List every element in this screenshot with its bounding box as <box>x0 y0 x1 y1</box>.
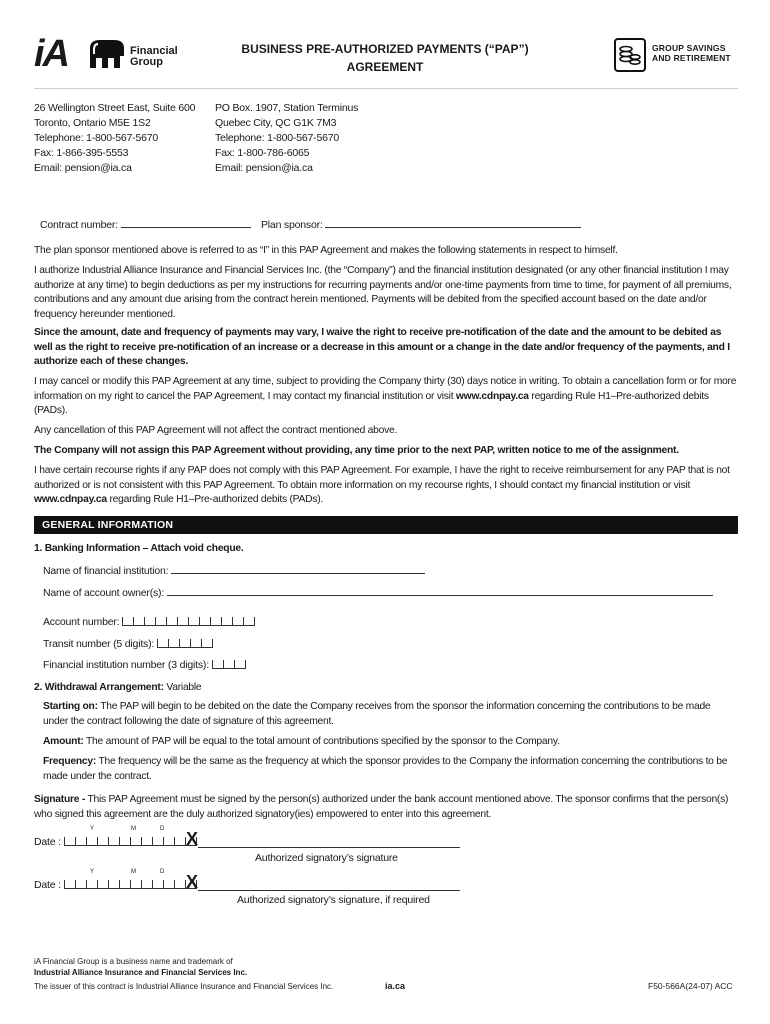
day-label: D <box>160 869 165 875</box>
institution-number-field[interactable] <box>212 660 246 671</box>
waiver-paragraph: Since the amount, date and frequency of payments may vary, I waive the right to receive pre-notification of the date and the amount to be debited as well as the right to receive pre-notification of an increase or a decrease in this amount or a change in the date and/or frequency of the payments, and I authorize each of these changes. <box>34 327 730 367</box>
month-label: M <box>131 869 136 875</box>
day-label: D <box>160 826 165 832</box>
plan-sponsor-row <box>261 217 581 231</box>
date-row-2 <box>34 879 197 891</box>
date-row-1 <box>34 836 197 848</box>
transit-number-field[interactable] <box>157 639 213 650</box>
form-code: F50-566A(24-07) ACC <box>648 981 733 991</box>
ia-logo <box>34 34 184 76</box>
assignment-paragraph: The Company will not assign this PAP Agreement without providing, any time prior to the next PAP, written notice to me of the assignment. <box>34 445 679 456</box>
signature-caption-1: Authorized signatory’s signature <box>255 852 398 864</box>
logo-text: iA <box>34 33 68 75</box>
cdnpay-link[interactable]: www.cdnpay.ca <box>455 390 529 402</box>
cdnpay-link-2[interactable]: www.cdnpay.ca <box>34 494 107 505</box>
footer-website[interactable]: ia.ca <box>385 981 406 991</box>
frequency-paragraph: Frequency: The frequency will be the same as the frequency at which the sponsor provides to the Company the information concerning the contributions to be made under the contract. <box>43 756 728 782</box>
withdrawal-type: Variable <box>163 682 202 693</box>
date-label: Date : <box>34 879 61 891</box>
withdrawal-arrangement-title: 2. Withdrawal Arrangement: Variable <box>34 682 202 693</box>
amount-paragraph: Amount: The amount of PAP will be equal to the total amount of contributions specified by the sponsor to the Company. <box>43 736 560 747</box>
transit-number-label: Transit number (5 digits): <box>43 638 155 650</box>
address-quebec: PO Box. 1907, Station Terminus Quebec City, QC G1K 7M3 Telephone: 1-800-567-5670 Fax: 1-800-786-6065 Email: pension@ia.ca <box>215 102 359 174</box>
coins-icon <box>614 38 646 72</box>
signature-paragraph: Signature - This PAP Agreement must be signed by the person(s) authorized under the bank account mentioned above. The sponsor confirms that the person(s) who signed this agreement are the duly authorized signatory(ies) empowered to enter into this agreement. <box>34 794 729 820</box>
plan-sponsor-label: Plan sponsor: <box>261 219 323 231</box>
date-field-1[interactable] <box>64 837 197 848</box>
plan-sponsor-field[interactable] <box>325 217 581 228</box>
signature-x-mark: X <box>186 829 199 849</box>
recourse-paragraph: I have certain recourse rights if any PAP does not comply with this PAP Agreement. For example, I have the right to receive reimbursement for any PAP that is not authorized or is not consistent with this PAP Agreement. To obtain more information on my recourse rights, I should contact my financial institution or visit www.cdnpay.ca regarding Rule H1–Pre-authorized debits (PADs). <box>34 465 730 505</box>
form-title: BUSINESS PRE-AUTHORIZED PAYMENTS (“PAP”) AGREEMENT <box>241 42 529 74</box>
badge-line-1: GROUP SAVINGS <box>652 43 726 53</box>
account-number-row <box>43 616 255 628</box>
footer-issuer: The issuer of this contract is Industrial Alliance Insurance and Financial Services Inc. <box>34 982 334 991</box>
cancellation-effect-paragraph: Any cancellation of this PAP Agreement will not affect the contract mentioned above. <box>34 425 398 436</box>
signature-field-2[interactable] <box>198 889 460 891</box>
intro-paragraph: The plan sponsor mentioned above is referred to as “I” in this PAP Agreement and makes the following statements in respect to himself. <box>34 245 618 256</box>
starting-on-paragraph: Starting on: The PAP will begin to be debited on the date the Company receives from the sponsor the information concerning the contributions to be made under the contract following the date of signature of this agreement. <box>43 701 711 727</box>
signature-caption-2: Authorized signatory’s signature, if required <box>237 894 430 906</box>
month-label: M <box>131 826 136 832</box>
elephant-logo-icon <box>84 38 126 70</box>
logo-company-name: Financial Group <box>130 45 178 68</box>
signature-x-mark: X <box>186 872 199 892</box>
account-number-field[interactable] <box>122 617 255 628</box>
account-owner-field[interactable] <box>167 585 713 596</box>
address-toronto: 26 Wellington Street East, Suite 600 Toronto, Ontario M5E 1S2 Telephone: 1-800-567-5670 Fax: 1-866-395-5553 Email: pension@ia.ca <box>34 102 196 174</box>
financial-institution-label: Name of financial institution: <box>43 565 169 577</box>
group-savings-badge <box>614 38 754 72</box>
footer-trademark: iA Financial Group is a business name and trademark of Industrial Alliance Insurance and Financial Services Inc. <box>34 957 248 977</box>
financial-institution-field[interactable] <box>171 563 425 574</box>
account-number-label: Account number: <box>43 616 120 628</box>
contract-number-label: Contract number: <box>40 219 118 231</box>
cancellation-paragraph: I may cancel or modify this PAP Agreement at any time, subject to providing the Company thirty (30) days notice in writing. To obtain a cancellation form or for more information on my right to cancel the PAP Agreement, I may contact my financial institution or visit www.cdnpay.ca regarding Rule H1–Pre-authorized debits (PADs). <box>34 376 737 416</box>
banking-information-title: 1. Banking Information – Attach void cheque. <box>34 543 244 554</box>
header-divider <box>34 88 738 89</box>
transit-number-row <box>43 638 213 650</box>
financial-institution-row <box>43 563 425 577</box>
date-label: Date : <box>34 836 61 848</box>
contract-number-field[interactable] <box>121 217 251 228</box>
institution-number-row <box>43 659 246 671</box>
account-owner-label: Name of account owner(s): <box>43 587 165 599</box>
badge-line-2: AND RETIREMENT <box>652 53 731 63</box>
year-label: Y <box>90 869 95 875</box>
institution-number-label: Financial institution number (3 digits): <box>43 659 209 671</box>
date-field-2[interactable] <box>64 880 197 891</box>
account-owner-row <box>43 585 713 599</box>
year-label: Y <box>90 826 95 832</box>
contract-number-row <box>40 217 251 231</box>
signature-field-1[interactable] <box>198 846 460 848</box>
authorization-paragraph: I authorize Industrial Alliance Insurance and Financial Services Inc. (the “Company”) and the financial institution designated (or any other financial institution I may authorize at any time) to begin deductions as per my instructions for recurring payments and/or one-time payments from time to time, for payment of all premiums, contributions and any amount due arising from the contract herein mentioned. Payments will be debited from the specified account based on the date and/or frequency hereunder mentioned. <box>34 265 732 320</box>
general-information-header: GENERAL INFORMATION <box>34 516 738 534</box>
